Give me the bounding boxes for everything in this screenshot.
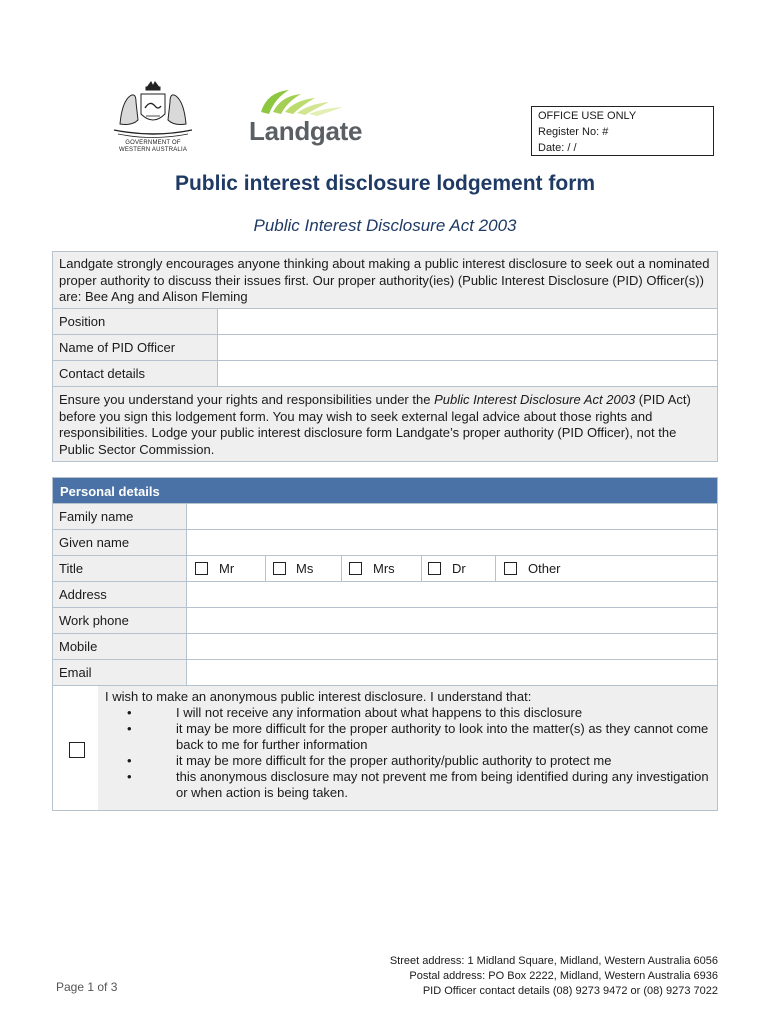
bullet-text: this anonymous disclosure may not prevent me from being identified during any investigation or when action is being taken. bbox=[176, 769, 709, 800]
page-number: Page 1 of 3 bbox=[56, 980, 118, 994]
landgate-leaf-icon bbox=[245, 88, 355, 118]
pid-act-name: Public Interest Disclosure Act 2003 bbox=[434, 392, 636, 407]
pid-officer-name-row bbox=[53, 335, 717, 361]
work-phone-row bbox=[53, 608, 717, 634]
title-row bbox=[53, 556, 717, 582]
office-date-label: Date: / / bbox=[538, 142, 577, 154]
pid-officer-contact: PID Officer contact details (08) 9273 9472 or (08) 9273 7022 bbox=[422, 985, 718, 997]
office-use-heading: OFFICE USE ONLY bbox=[538, 110, 637, 122]
title-option-other[interactable] bbox=[496, 556, 717, 581]
bullet-text: it may be more difficult for the proper authority/public authority to protect me bbox=[176, 753, 612, 768]
other-label: Other bbox=[528, 561, 561, 576]
anonymous-checkbox[interactable] bbox=[69, 742, 85, 758]
ms-label: Ms bbox=[296, 561, 314, 576]
bullet-dot: • bbox=[127, 753, 132, 768]
email-row bbox=[53, 660, 717, 686]
wa-caption-line2: WESTERN AUSTRALIA bbox=[118, 147, 188, 153]
mrs-checkbox[interactable] bbox=[349, 562, 362, 575]
work-phone-label: Work phone bbox=[53, 608, 187, 633]
bullet-text: it may be more difficult for the proper authority to look into the matter(s) as they cannot come back to me for further information bbox=[176, 721, 709, 752]
office-use-box bbox=[531, 106, 714, 156]
family-name-row bbox=[53, 504, 717, 530]
title-option-ms[interactable] bbox=[266, 556, 342, 581]
given-name-label: Given name bbox=[53, 530, 187, 555]
anonymous-checkbox-cell[interactable] bbox=[53, 686, 99, 810]
bullet-dot: • bbox=[127, 769, 132, 784]
email-label: Email bbox=[53, 660, 187, 685]
email-field[interactable] bbox=[187, 660, 717, 685]
rights-paragraph bbox=[53, 387, 717, 461]
page-subtitle: Public Interest Disclosure Act 2003 bbox=[253, 216, 517, 235]
anonymous-bullet-1 bbox=[105, 705, 710, 721]
address-row bbox=[53, 582, 717, 608]
bullet-dot: • bbox=[127, 705, 132, 720]
title-option-mr[interactable] bbox=[187, 556, 266, 581]
contact-details-row bbox=[53, 361, 717, 387]
position-row bbox=[53, 309, 717, 335]
rights-text-after: (PID Act) before you sign this lodgement form. You may wish to seek external legal advice about those rights and responsibilities. Lodge your public interest disclosure form Landgate’s proper authority (PID Officer), not the Public Sector Commission. bbox=[59, 392, 691, 457]
title-option-dr[interactable] bbox=[422, 556, 496, 581]
address-label: Address bbox=[53, 582, 187, 607]
work-phone-field[interactable] bbox=[187, 608, 717, 633]
personal-details-section bbox=[52, 477, 718, 811]
street-address: Street address: 1 Midland Square, Midland, Western Australia 6056 bbox=[389, 955, 718, 967]
position-label: Position bbox=[53, 309, 218, 334]
page-title: Public interest disclosure lodgement form bbox=[174, 172, 596, 195]
landgate-wordmark: Landgate bbox=[249, 116, 363, 146]
contact-details-field[interactable] bbox=[218, 361, 717, 386]
intro-paragraph: Landgate strongly encourages anyone thinking about making a public interest disclosure to seek out a nominated proper authority to discuss their issues first. Our proper authority(ies) (Public Interest Disclosure (PID) Officer(s)) are: Bee Ang and Alison Fleming bbox=[53, 252, 717, 309]
register-number-label: Register No: # bbox=[538, 126, 609, 138]
address-field[interactable] bbox=[187, 582, 717, 607]
postal-address: Postal address: PO Box 2222, Midland, Western Australia 6936 bbox=[409, 970, 718, 982]
other-checkbox[interactable] bbox=[504, 562, 517, 575]
anonymous-disclosure-text bbox=[98, 686, 717, 810]
anonymous-intro: I wish to make an anonymous public interest disclosure. I understand that: bbox=[105, 689, 532, 704]
mobile-row bbox=[53, 634, 717, 660]
mr-label: Mr bbox=[219, 561, 235, 576]
dr-checkbox[interactable] bbox=[428, 562, 441, 575]
mobile-label: Mobile bbox=[53, 634, 187, 659]
position-field[interactable] bbox=[218, 309, 717, 334]
family-name-field[interactable] bbox=[187, 504, 717, 529]
wa-caption-line1: GOVERNMENT OF bbox=[125, 140, 181, 146]
anonymous-bullet-3 bbox=[105, 753, 710, 769]
pid-officer-section bbox=[52, 251, 718, 462]
anonymous-bullet-4 bbox=[105, 769, 710, 801]
mrs-label: Mrs bbox=[373, 561, 395, 576]
rights-text-before: Ensure you understand your rights and responsibilities under the bbox=[59, 392, 435, 407]
pid-officer-name-field[interactable] bbox=[218, 335, 717, 360]
anonymous-bullet-2 bbox=[105, 721, 710, 753]
landgate-logo bbox=[245, 88, 365, 148]
wa-crest-icon bbox=[108, 80, 198, 142]
pid-officer-name-label: Name of PID Officer bbox=[53, 335, 218, 360]
family-name-label: Family name bbox=[53, 504, 187, 529]
title-option-mrs[interactable] bbox=[342, 556, 422, 581]
bullet-text: I will not receive any information about what happens to this disclosure bbox=[176, 705, 583, 720]
footer-contact-block bbox=[390, 954, 718, 999]
dr-label: Dr bbox=[452, 561, 466, 576]
personal-details-header: Personal details bbox=[53, 478, 717, 504]
mobile-field[interactable] bbox=[187, 634, 717, 659]
given-name-row bbox=[53, 530, 717, 556]
bullet-dot: • bbox=[127, 721, 132, 736]
government-of-wa-logo bbox=[108, 80, 198, 158]
title-label: Title bbox=[53, 556, 187, 581]
mr-checkbox[interactable] bbox=[195, 562, 208, 575]
anonymous-disclosure-row bbox=[53, 686, 717, 810]
contact-details-label: Contact details bbox=[53, 361, 218, 386]
ms-checkbox[interactable] bbox=[273, 562, 286, 575]
given-name-field[interactable] bbox=[187, 530, 717, 555]
